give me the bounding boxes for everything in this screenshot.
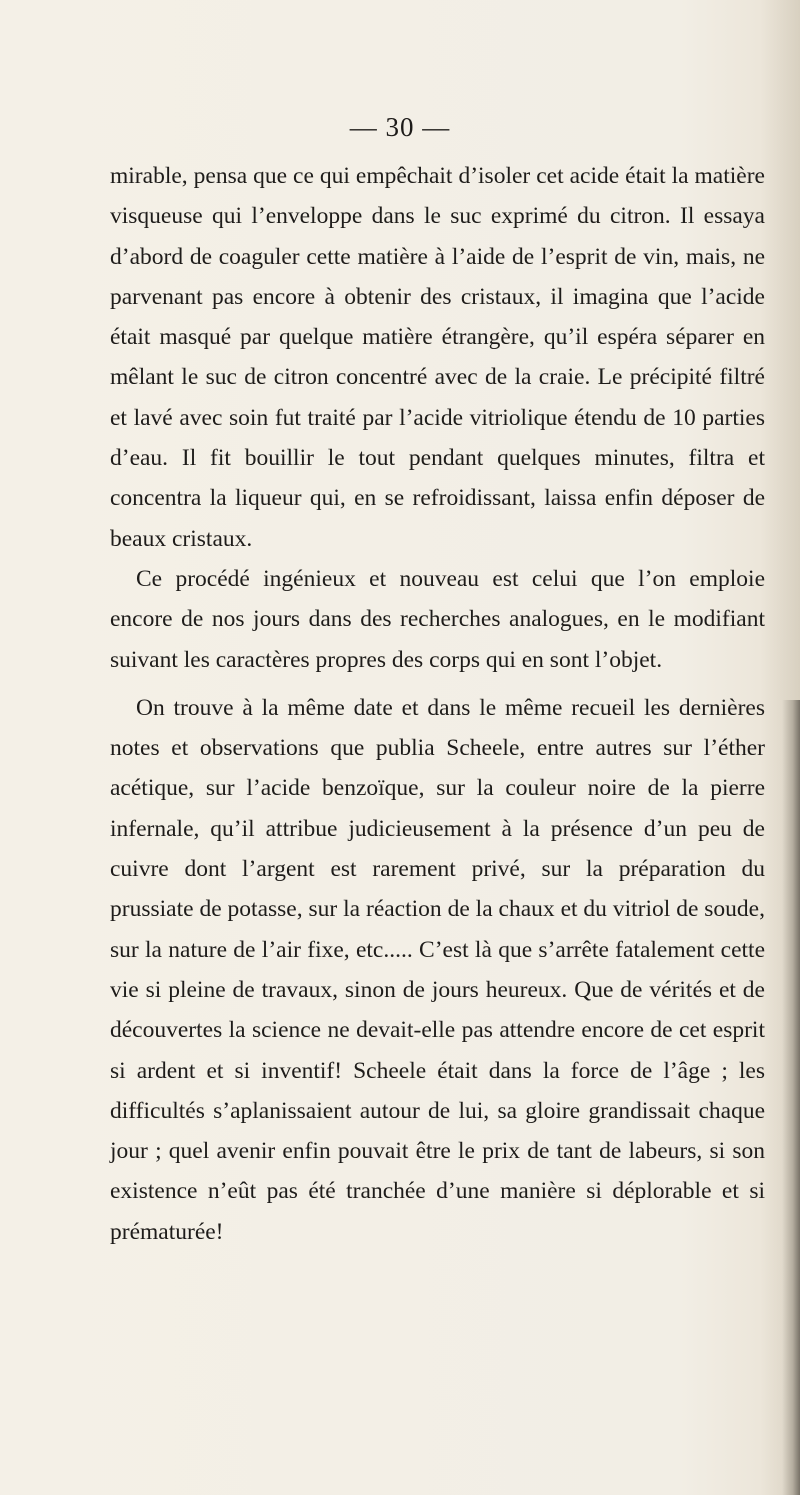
paragraph-last-notes: On trouve à la même date et dans le même recueil les dernières notes et observations que publia Scheele, entre autres sur l’éther acétique, sur l’acide benzoïque, sur la couleur noire de la pierre infernale, qu’il attribue judicieusement à la présence d’un peu de cuivre dont l’argent est rarement privé, sur la préparation du prussiate de potasse, sur la réaction de la chaux et du vitriol de soude, sur la nature de l’air fixe, etc..... C’est là que s’arrête fatalement cette vie si pleine de travaux, sinon de jours heureux. Que de vérités et de découvertes la science ne devait-elle pas attendre encore de cet esprit si ardent et si inventif! Scheele était dans la force de l’âge ; les difficultés s’aplanissaient autour de lui, sa gloire grandissait chaque jour ; quel avenir enfin pouvait être le prix de tant de labeurs, si son existence n’eût pas été tranchée d’une manière si déplorable et si prématurée!: [110, 694, 765, 1245]
paragraph-procedure: Ce procédé ingénieux et nouveau est celui que l’on emploie encore de nos jours dans des recherches analogues, en le modifiant suivant les caractères propres des corps qui en sont l’objet.: [110, 565, 765, 673]
page-edge-shadow: [782, 700, 800, 1495]
paragraph-continuation: mirable, pensa que ce qui empêchait d’isoler cet acide était la matière visqueuse qui l’enveloppe dans le suc exprimé du citron. Il essaya d’abord de coaguler cette matière à l’aide de l’esprit de vin, mais, ne parvenant pas encore à obtenir des cristaux, il imagina que l’acide était masqué par quelque matière étrangère, qu’il espéra séparer en mêlant le suc de citron concentré avec de la craie. Le précipité filtré et lavé avec soin fut traité par l’acide vitriolique étendu de 10 parties d’eau. Il fit bouillir le tout pendant quelques minutes, filtra et concentra la liqueur qui, en se refroidissant, laissa enfin déposer de beaux cristaux.: [110, 163, 765, 552]
page-number: — 30 —: [349, 112, 451, 142]
page-body: [110, 156, 765, 1252]
